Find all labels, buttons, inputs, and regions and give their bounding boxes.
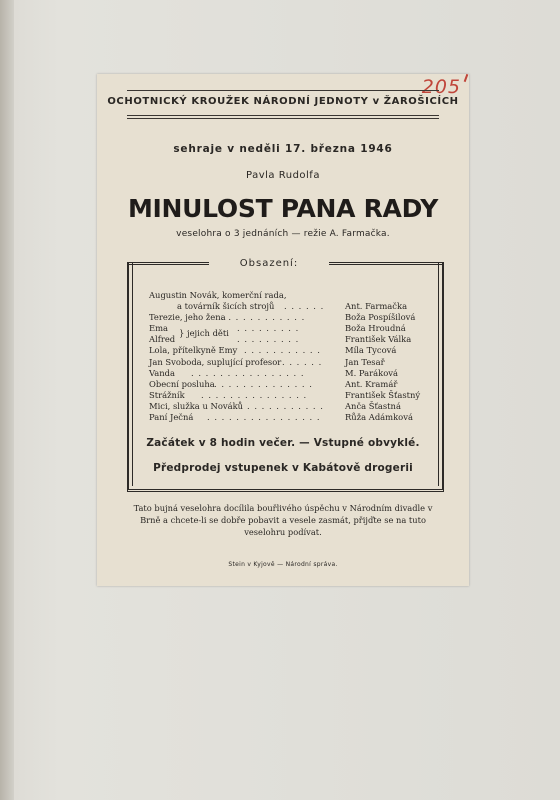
cast-role: Strážník xyxy=(149,389,185,400)
play-title: MINULOST PANA RADY xyxy=(127,194,439,223)
rule-bottom-2 xyxy=(127,118,439,119)
cast-row xyxy=(149,290,431,301)
leader-dots: . . . . . . xyxy=(282,356,323,367)
cast-row xyxy=(149,390,431,401)
leader-dots: . . . . . . . . . . . . . . . . xyxy=(191,367,305,378)
rule-top xyxy=(127,90,439,91)
leader-dots: . . . . . . . . . . . xyxy=(247,400,324,411)
cast-row xyxy=(149,412,431,423)
cast-role: Mici, služka u Nováků xyxy=(149,400,244,411)
rule-bottom-1 xyxy=(127,115,439,116)
organizer: OCHOTNICKÝ KROUŽEK NÁRODNÍ JEDNOTY v ŽAROŠICÍCH xyxy=(107,96,459,107)
cast-role: a továrník šicích strojů xyxy=(177,301,275,312)
cast-row xyxy=(149,345,431,356)
leader-dots: . . . . . . . . . . . . . . xyxy=(214,378,313,389)
frame-inner-right xyxy=(438,262,439,486)
cast-row xyxy=(149,312,431,323)
cast-role: Augustin Novák, komerční rada, xyxy=(149,290,287,300)
cast-actor: František Šťastný xyxy=(345,389,421,400)
cast-actor: Ant. Farmačka xyxy=(345,301,408,312)
cast-brace-note: } jejich děti xyxy=(179,328,229,339)
cast-row xyxy=(149,323,431,339)
cast-role: Jan Svoboda, suplující profesor xyxy=(149,356,282,367)
leader-dots: . . . . . . . . . . . . . . . xyxy=(201,389,308,400)
cast-role: Obecní posluha xyxy=(149,378,215,389)
cast-actor: Jan Tesař xyxy=(345,356,385,367)
cast-heading: Obsazení: xyxy=(239,258,299,269)
leader-dots: . . . . . . . . . . . . xyxy=(221,312,306,323)
archive-number: 205 xyxy=(421,76,461,98)
start-time: Začátek v 8 hodin večer. — Vstupné obvyklé. xyxy=(146,437,420,449)
leader-dots: . . . . . . . . . xyxy=(237,334,300,345)
leader-dots: . . . . . . xyxy=(284,301,325,312)
theatre-poster xyxy=(97,74,469,586)
cast-role: Alfred xyxy=(149,334,176,345)
cast-actor: Ant. Kramář xyxy=(345,378,398,389)
performance-date: sehraje v neděli 17. března 1946 xyxy=(173,143,393,155)
cast-role: Ema xyxy=(149,323,169,334)
play-subtitle: veselohra o 3 jednáních — režie A. Farmačka. xyxy=(176,229,390,239)
cast-actor: Boža Pospíšilová xyxy=(345,312,416,323)
leader-dots: . . . . . . . . . xyxy=(237,323,300,334)
cast-role: Terezie, jeho žena xyxy=(149,312,226,323)
promo-note: Tato bujná veselohra docílila bouřlivého úspěchu v Národním divadle v Brně a chcete-li se dobře pobavit a vesele zasmát, přijďte se na tuto veselohru podívat. xyxy=(133,503,433,537)
cast-actor: Boža Hroudná xyxy=(345,323,406,334)
printer-credit: Stein v Kyjově — Národní správa. xyxy=(228,561,338,568)
cast-actor: M. Paráková xyxy=(345,367,398,378)
frame-inner-left xyxy=(132,262,133,486)
cast-role: Lola, přítelkyně Emy xyxy=(149,345,238,356)
cast-list xyxy=(149,290,431,423)
cast-row xyxy=(149,401,431,412)
album-binding xyxy=(0,0,14,800)
author: Pavla Rudolfa xyxy=(246,170,320,181)
cast-row xyxy=(149,368,431,379)
cast-row xyxy=(149,379,431,390)
cast-row xyxy=(149,301,431,312)
cast-actor: Anča Šťastná xyxy=(345,400,401,411)
ticket-presale: Předprodej vstupenek v Kabátově drogerii xyxy=(153,462,413,474)
leader-dots: . . . . . . . . . . . . . . . . xyxy=(207,412,321,423)
cast-row xyxy=(149,357,431,368)
cast-row xyxy=(149,334,431,345)
cast-actor: Míla Tycová xyxy=(345,345,397,356)
cast-actor: Růža Adámková xyxy=(345,412,413,423)
red-ink-mark xyxy=(464,74,469,82)
leader-dots: . . . . . . . . . . . xyxy=(244,345,321,356)
cast-role: Vanda xyxy=(149,367,176,378)
cast-role: Paní Ječná xyxy=(149,412,194,423)
cast-actor: František Válka xyxy=(345,334,412,345)
